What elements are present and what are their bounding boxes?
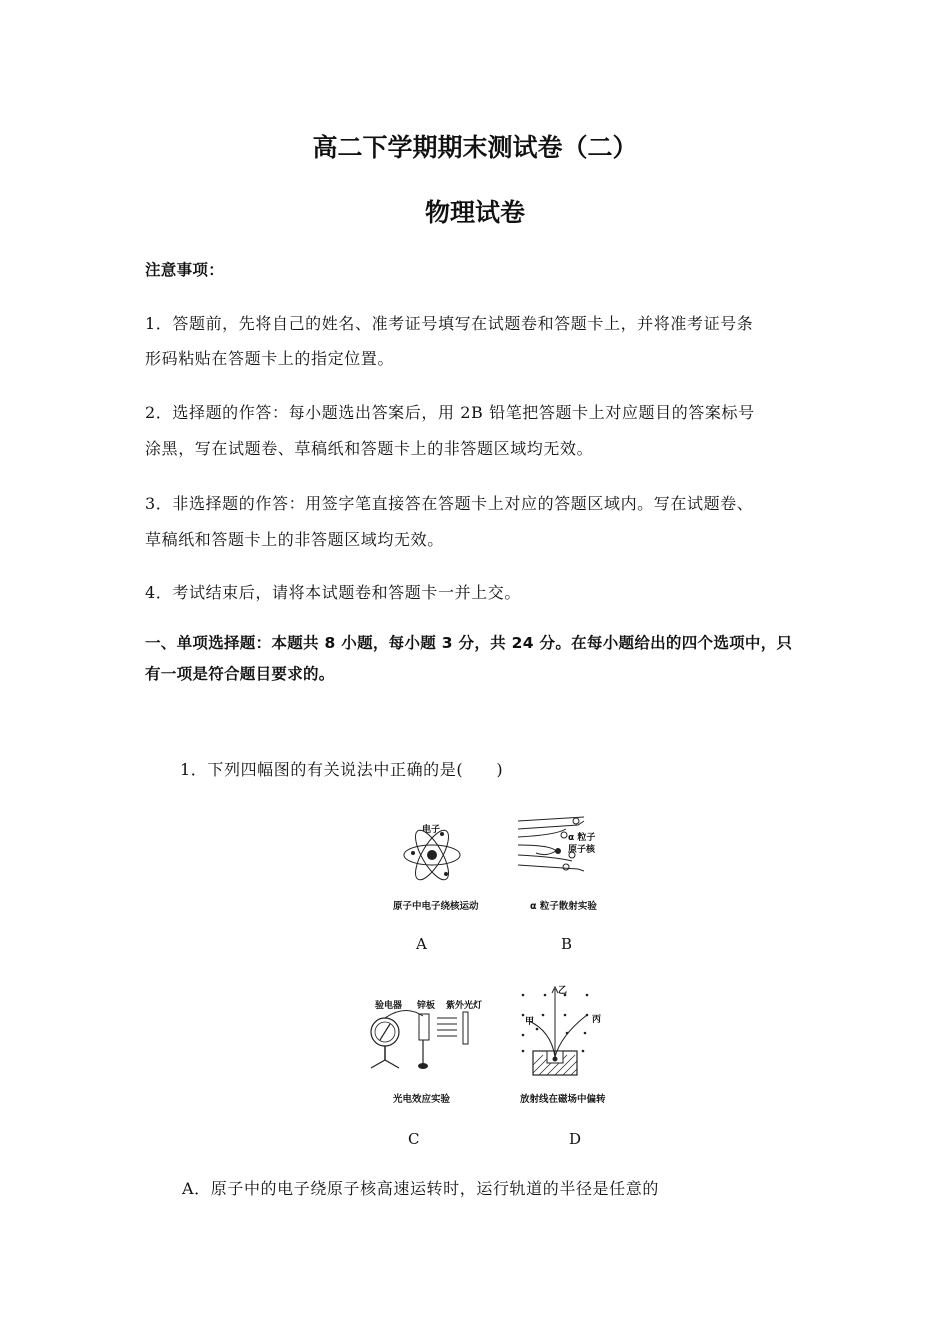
ray-yi-label: 乙: [558, 986, 568, 996]
figure-a-letter: A: [416, 935, 427, 953]
figure-d-letter: D: [569, 1130, 582, 1148]
page-subtitle: 物理试卷: [424, 198, 525, 227]
electroscope-label: 验电器: [375, 1001, 403, 1011]
section-heading-line-1: 一、单项选择题：本题共 8 小题，每小题 3 分，共 24 分。在每小题给出的四个选项中，只: [145, 634, 793, 652]
note-4-line-1: 4．考试结束后，请将本试题卷和答题卡一并上交。: [145, 583, 521, 602]
photoelectric-diagram: [365, 1008, 480, 1078]
nucleus-label: 原子核: [568, 845, 596, 855]
figure-b-letter: B: [561, 935, 573, 953]
zinc-plate-label: 锌板: [417, 1001, 436, 1011]
note-1-line-1: 1．答题前，先将自己的姓名、准考证号填写在试题卷和答题卡上，并将准考证号条: [145, 314, 754, 333]
figure-c-caption: 光电效应实验: [393, 1094, 451, 1105]
figure-b-caption: α 粒子散射实验: [530, 901, 597, 912]
figure-d-caption: 放射线在磁场中偏转: [520, 1094, 606, 1105]
electron-label: 电子: [422, 825, 441, 835]
uv-lamp-label: 紫外光灯: [446, 1001, 483, 1011]
note-3-line-2: 草稿纸和答题卡上的非答题区域均无效。: [145, 530, 444, 549]
notes-heading: 注意事项：: [145, 261, 225, 279]
page-title: 高二下学期期末测试卷（二）: [312, 133, 638, 162]
note-3-line-1: 3．非选择题的作答：用签字笔直接答在答题卡上对应的答题区域内。写在试题卷、: [145, 494, 754, 513]
note-2-line-2: 涂黑，写在试题卷、草稿纸和答题卡上的非答题区域均无效。: [145, 439, 594, 458]
gamma-jia-label: 甲: [525, 1017, 535, 1027]
question-1-stem: 1．下列四幅图的有关说法中正确的是( ): [180, 760, 504, 779]
figure-c-letter: C: [408, 1130, 420, 1148]
question-1-option-a: A．原子中的电子绕原子核高速运转时，运行轨道的半径是任意的: [182, 1179, 659, 1198]
alpha-particle-label: α 粒子: [568, 833, 596, 843]
note-2-line-1: 2．选择题的作答：每小题选出答案后，用 2B 铅笔把答题卡上对应题目的答案标号: [145, 403, 755, 422]
figure-a-caption: 原子中电子绕核运动: [393, 901, 479, 912]
ray-bing-label: 丙: [592, 1015, 602, 1025]
note-1-line-2: 形码粘贴在答题卡上的指定位置。: [145, 349, 395, 368]
radiation-deflection-diagram: [515, 985, 605, 1080]
section-heading-line-2: 有一项是符合题目要求的。: [145, 665, 335, 683]
